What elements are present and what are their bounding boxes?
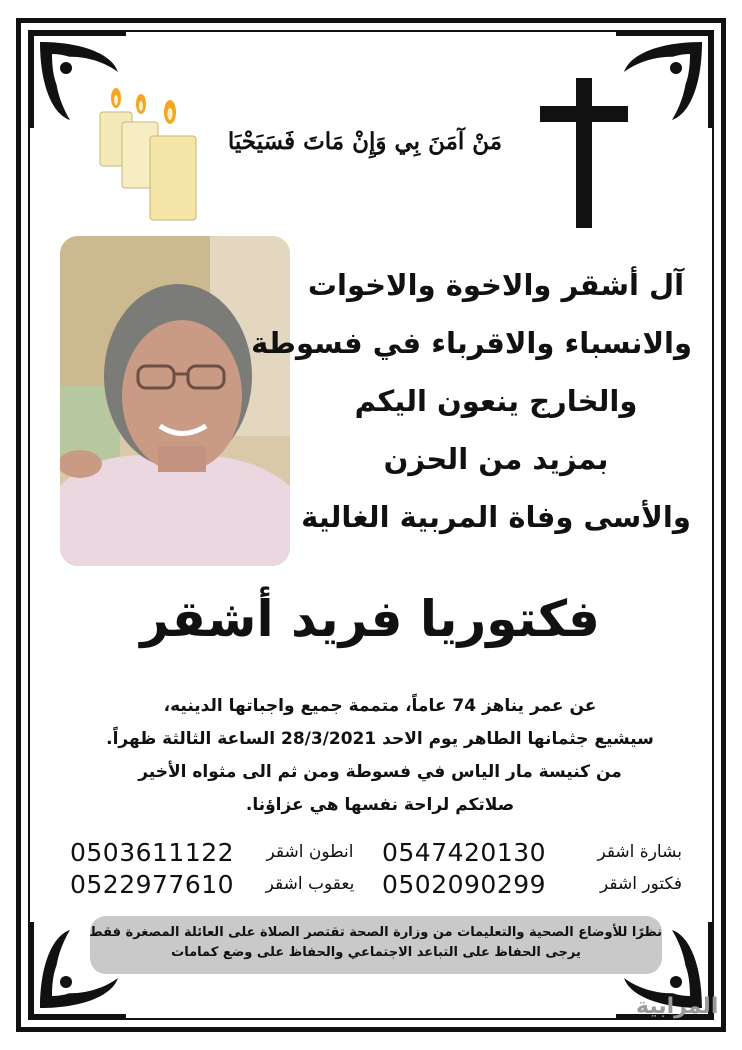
announcement-line: والانسباء والاقرباء في فسوطة [251,326,692,360]
contacts-list [70,836,682,900]
details-line: عن عمر يناهز 74 عاماً، متممة جميع واجباتها الدينيه، [163,696,597,716]
contact-entry [382,870,682,899]
contact-name: فكتور اشقر [600,874,682,894]
health-notice [90,916,662,974]
funeral-details [80,690,680,822]
announcement-line: والأسى وفاة المربية الغالية [301,500,691,534]
deceased-photo [60,236,290,566]
bible-verse: مَنْ آمَنَ بِي وَإِنْ مَاتَ فَسَيَحْيَا [227,128,503,155]
announcement-line: آل أشقر والاخوة والاخوات [307,268,685,302]
contacts-row [70,868,682,900]
details-line: من كنيسة مار الياس في فسوطة ومن ثم الى مثواه الأخير [138,762,622,782]
contact-phone: 0502090299 [382,869,547,899]
notice-line: يرجى الحفاظ على التباعد الاجتماعي والحفاظ على وضع كمامات [171,945,581,960]
candles-icon [96,82,206,222]
contact-entry [382,838,682,867]
announcement [251,256,692,546]
watermark-text: المرابية [636,994,719,1019]
announcement-line: بمزيد من الحزن [383,442,609,476]
contact-phone: 0547420130 [382,837,547,867]
details-line: صلاتكم لراحة نفسها هي عزاؤنا. [245,795,515,815]
contact-name: يعقوب اشقر [265,874,355,894]
contact-entry [70,870,370,899]
cross-icon [540,78,628,228]
contact-name: بشارة اشقر [597,842,682,862]
announcement-line: والخارج ينعون اليكم [354,384,638,418]
contact-phone: 0503611122 [70,837,235,867]
contact-name: انطون اشقر [266,842,354,862]
contacts-row [70,836,682,868]
contact-phone: 0522977610 [70,869,235,899]
notice-line: نظرًا للأوضاع الصحية والتعليمات من وزارة الصحة تقتصر الصلاة على العائلة المصغرة فقط [89,925,662,940]
contact-entry [70,838,370,867]
deceased-name: فكتوريا فريد أشقر [140,590,600,648]
details-line: سيشيع جثمانها الطاهر يوم الاحد 28/3/2021 الساعة الثالثة ظهراً. [106,729,654,749]
